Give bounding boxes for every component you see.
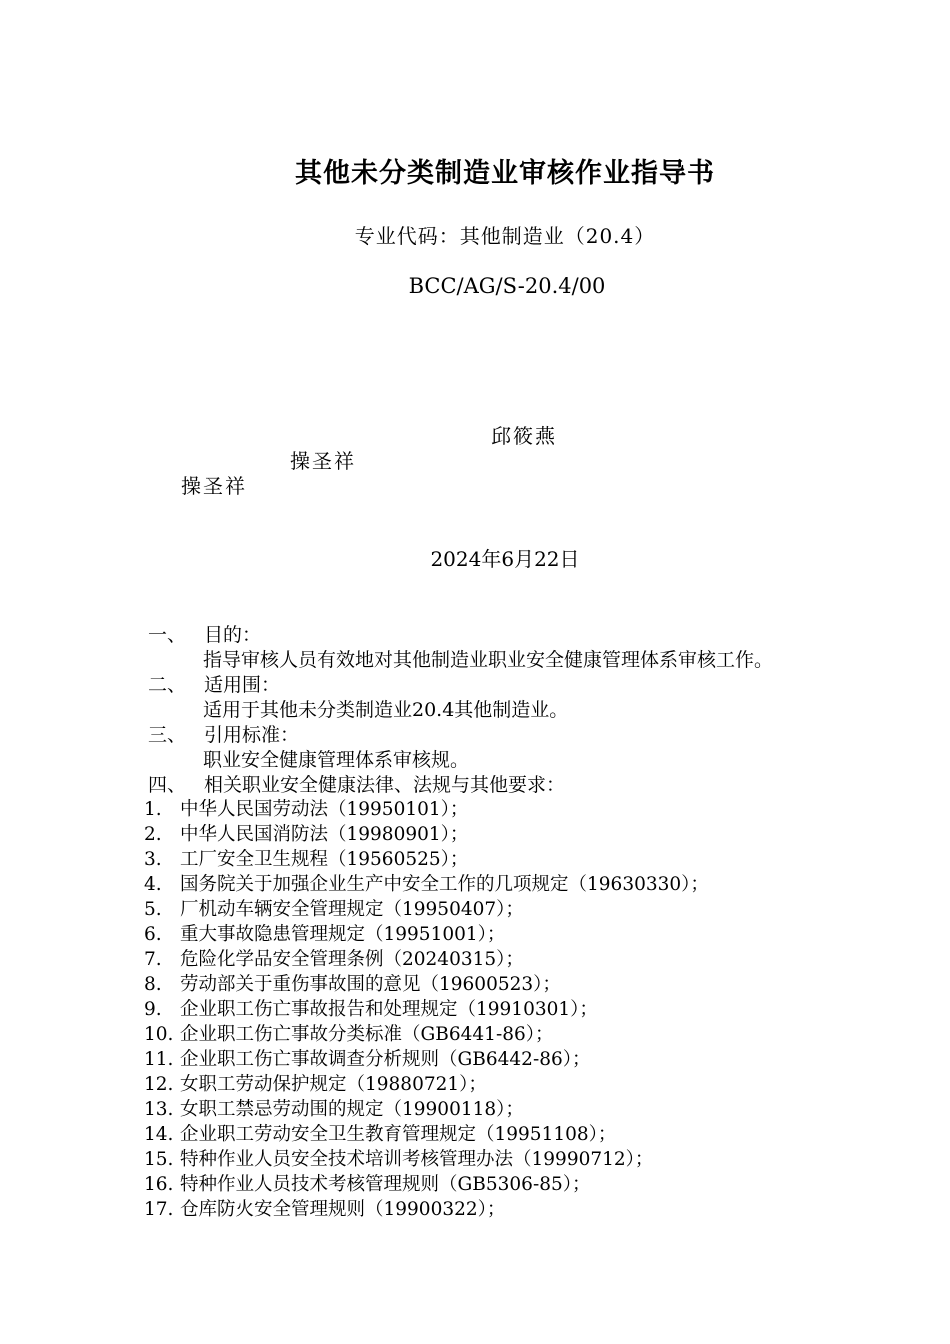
section-number: 三、 <box>148 724 187 746</box>
section-title: 目的： <box>204 624 262 646</box>
law-list-item <box>144 826 468 845</box>
law-item-text: 工厂安全卫生规程（19560525）； <box>180 849 469 870</box>
law-item-number: 10. <box>144 1024 174 1045</box>
law-item-text: 特种作业人员技术考核管理规则（GB5306-85）； <box>180 1174 591 1195</box>
law-item-text: 企业职工伤亡事故分类标准（GB6441-86）； <box>180 1024 554 1045</box>
signature-name: 邱筱燕 <box>491 424 557 448</box>
law-list-item <box>144 1176 591 1195</box>
law-item-number: 16. <box>144 1174 174 1195</box>
law-item-number: 6. <box>144 924 162 945</box>
law-item-number: 11. <box>144 1049 174 1070</box>
law-list-item <box>144 1201 505 1220</box>
section-title: 适用围： <box>204 674 281 696</box>
section-heading <box>148 676 280 695</box>
document-code: BCC/AG/S-20.4/00 <box>408 274 606 298</box>
law-item-text: 企业职工伤亡事故调查分析规则（GB6442-86）； <box>180 1049 591 1070</box>
law-item-text: 重大事故隐患管理规定（19951001）； <box>180 924 506 945</box>
document-date: 2024年6月22日 <box>430 547 580 571</box>
section-heading <box>148 726 299 745</box>
section-content: 职业安全健康管理体系审核规。 <box>203 749 470 771</box>
specialty-code: 专业代码：其他制造业（20.4） <box>354 224 656 248</box>
law-list-item <box>144 1051 591 1070</box>
law-item-number: 8. <box>144 974 162 995</box>
law-item-text: 中华人民国消防法（19980901）； <box>180 824 469 845</box>
law-item-number: 4. <box>144 874 162 895</box>
law-item-number: 12. <box>144 1074 174 1095</box>
section-number: 二、 <box>148 674 187 696</box>
law-item-number: 1. <box>144 799 162 820</box>
signature-name: 操圣祥 <box>181 474 247 498</box>
law-item-number: 7. <box>144 949 162 970</box>
law-item-text: 企业职工伤亡事故报告和处理规定（19910301）； <box>180 999 598 1020</box>
law-item-number: 13. <box>144 1099 174 1120</box>
law-list-item <box>144 801 468 820</box>
law-item-text: 企业职工劳动安全卫生教育管理规定（19951108）； <box>180 1124 617 1145</box>
law-item-text: 劳动部关于重伤事故围的意见（19600523）； <box>180 974 561 995</box>
law-list-item <box>144 901 524 920</box>
document-title: 其他未分类制造业审核作业指导书 <box>295 158 715 189</box>
law-list-item <box>144 1126 616 1145</box>
law-item-number: 9. <box>144 999 162 1020</box>
law-item-number: 5. <box>144 899 162 920</box>
law-item-text: 女职工禁忌劳动围的规定（19900118）； <box>180 1099 524 1120</box>
section-number: 四、 <box>148 774 187 796</box>
law-list-item <box>144 1151 653 1170</box>
law-list-item <box>144 1076 487 1095</box>
section-title: 引用标准： <box>204 724 300 746</box>
law-item-text: 女职工劳动保护规定（19880721）； <box>180 1074 487 1095</box>
law-item-text: 厂机动车辆安全管理规定（19950407）； <box>180 899 524 920</box>
law-item-text: 危险化学品安全管理条例（20240315）； <box>180 949 524 970</box>
law-list-item <box>144 1001 598 1020</box>
law-item-text: 特种作业人员安全技术培训考核管理办法（19990712）； <box>180 1149 654 1170</box>
law-item-number: 15. <box>144 1149 174 1170</box>
law-list-item <box>144 876 709 895</box>
section-heading <box>148 626 261 645</box>
law-item-number: 3. <box>144 849 162 870</box>
law-item-number: 14. <box>144 1124 174 1145</box>
law-list-item <box>144 926 505 945</box>
section-content: 指导审核人员有效地对其他制造业职业安全健康管理体系审核工作。 <box>203 649 774 671</box>
law-item-text: 国务院关于加强企业生产中安全工作的几项规定（19630330）； <box>180 874 709 895</box>
law-list-item <box>144 1026 554 1045</box>
law-item-number: 17. <box>144 1199 174 1220</box>
law-list-item <box>144 851 468 870</box>
section-heading <box>148 776 565 795</box>
section-number: 一、 <box>148 624 187 646</box>
law-item-text: 仓库防火安全管理规则（19900322）； <box>180 1199 506 1220</box>
law-list-item <box>144 1101 524 1120</box>
law-item-number: 2. <box>144 824 162 845</box>
law-list-item <box>144 976 561 995</box>
law-list-item <box>144 951 524 970</box>
signature-name: 操圣祥 <box>290 449 356 473</box>
section-title: 相关职业安全健康法律、法规与其他要求： <box>204 774 566 796</box>
section-content: 适用于其他未分类制造业20.4其他制造业。 <box>203 699 569 721</box>
law-item-text: 中华人民国劳动法（19950101）； <box>180 799 469 820</box>
